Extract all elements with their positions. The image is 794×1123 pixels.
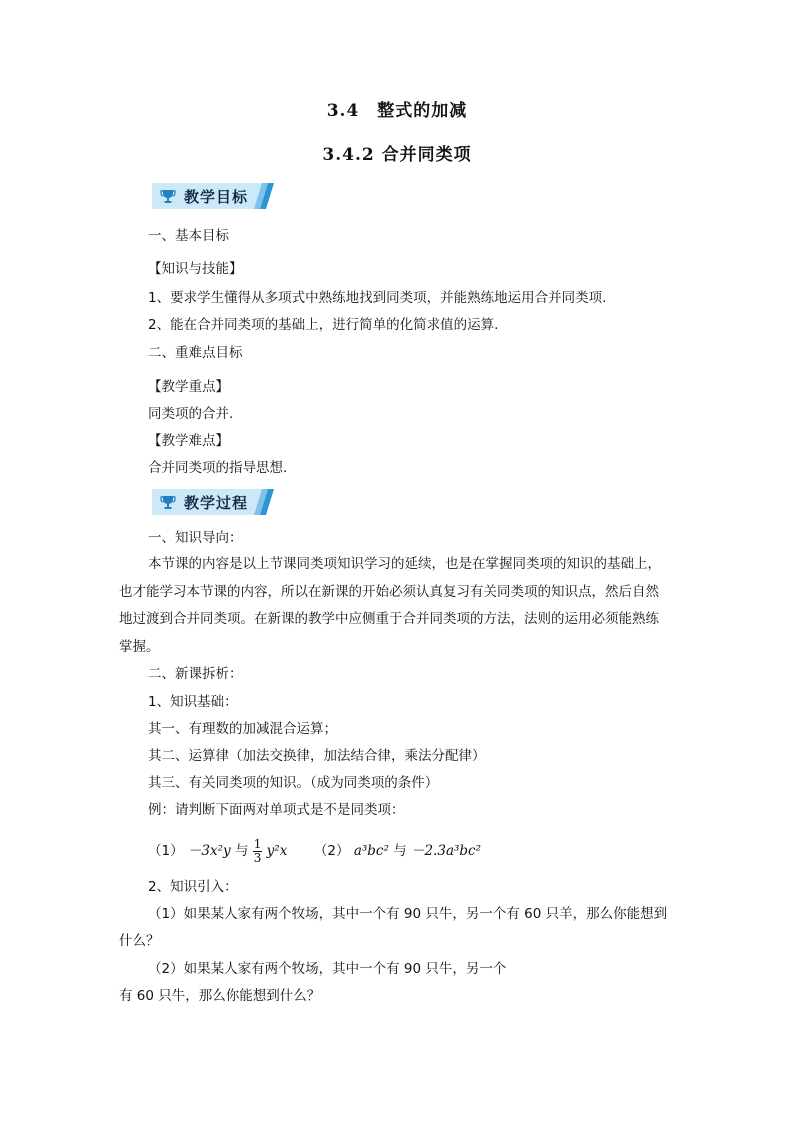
page-title: 3.4 整式的加减 (326, 101, 468, 121)
goal-item-2: 2、能在合并同类项的基础上，进行简单的化简求值的运算. (148, 317, 499, 333)
page-subtitle: 3.4.2 合并同类项 (322, 145, 472, 165)
difficulty-text: 合并同类项的指导思想. (148, 460, 288, 476)
question-1-line: 什么？ (119, 933, 160, 949)
difficulty-label: 【教学难点】 (148, 433, 229, 449)
focus-text: 同类项的合并. (148, 406, 234, 422)
goal-item-1: 1、要求学生懂得从多项式中熟练地找到同类项，并能熟练地运用合并同类项. (148, 290, 607, 306)
guide-heading: 一、知识导向： (148, 530, 243, 546)
trophy-icon (160, 188, 176, 204)
paragraph-line: 本节课的内容是以上节课同类项知识学习的延续，也是在掌握同类项的知识的基础上， (148, 556, 661, 572)
question-1-line: （1）如果某人家有两个牧场，其中一个有 90 只牛，另一个有 60 只羊，那么你能想到 (148, 906, 668, 922)
math-example-line (148, 836, 481, 866)
section-banner-objectives (152, 183, 274, 209)
monomial-1a: －3x²y (187, 843, 231, 859)
fraction-numerator: 1 (253, 836, 262, 851)
basis-item-2: 其二、运算律（加法交换律，加法结合律，乘法分配律） (148, 748, 486, 764)
knowledge-label: 【知识与技能】 (148, 261, 243, 277)
monomial-1b: y²x (266, 843, 288, 859)
basic-goal-heading: 一、基本目标 (148, 228, 229, 244)
basis-heading: 1、知识基础： (148, 694, 238, 710)
question-2-line: （2）如果某人家有两个牧场，其中一个有 90 只牛，另一个 (148, 961, 507, 977)
fraction-denominator: 3 (253, 850, 262, 865)
banner-label: 教学目标 (184, 188, 249, 206)
monomial-2a: a³bc² (353, 843, 389, 859)
banner-label: 教学过程 (184, 494, 249, 512)
with-text: 与 (393, 843, 407, 859)
basis-item-3: 其三、有关同类项的知识。（成为同类项的条件） (148, 775, 439, 791)
key-points-heading: 二、重难点目标 (148, 345, 243, 361)
trophy-icon (160, 494, 176, 510)
question-2-line: 有 60 只牛，那么你能想到什么？ (119, 988, 321, 1004)
paragraph-line: 掌握。 (119, 639, 160, 655)
intro-heading: 2、知识引入： (148, 879, 238, 895)
focus-label: 【教学重点】 (148, 379, 229, 395)
example-1-label: （1） (148, 843, 184, 859)
analysis-heading: 二、新课拆析： (148, 666, 243, 682)
example-2-label: （2） (313, 843, 350, 859)
paragraph-line: 地过渡到合并同类项。在新课的教学中应侧重于合并同类项的方法，法则的运用必须能熟练 (119, 611, 659, 627)
paragraph-line: 也才能学习本节课的内容，所以在新课的开始必须认真复习有关同类项的知识点，然后自然 (119, 584, 659, 600)
fraction-one-third (253, 838, 263, 865)
basis-item-1: 其一、有理数的加减混合运算； (148, 721, 337, 737)
with-text: 与 (234, 843, 249, 859)
section-banner-process (152, 489, 274, 515)
example-prompt: 例：请判断下面两对单项式是不是同类项： (148, 802, 405, 818)
monomial-2b: －2.3a³bc² (410, 843, 482, 859)
